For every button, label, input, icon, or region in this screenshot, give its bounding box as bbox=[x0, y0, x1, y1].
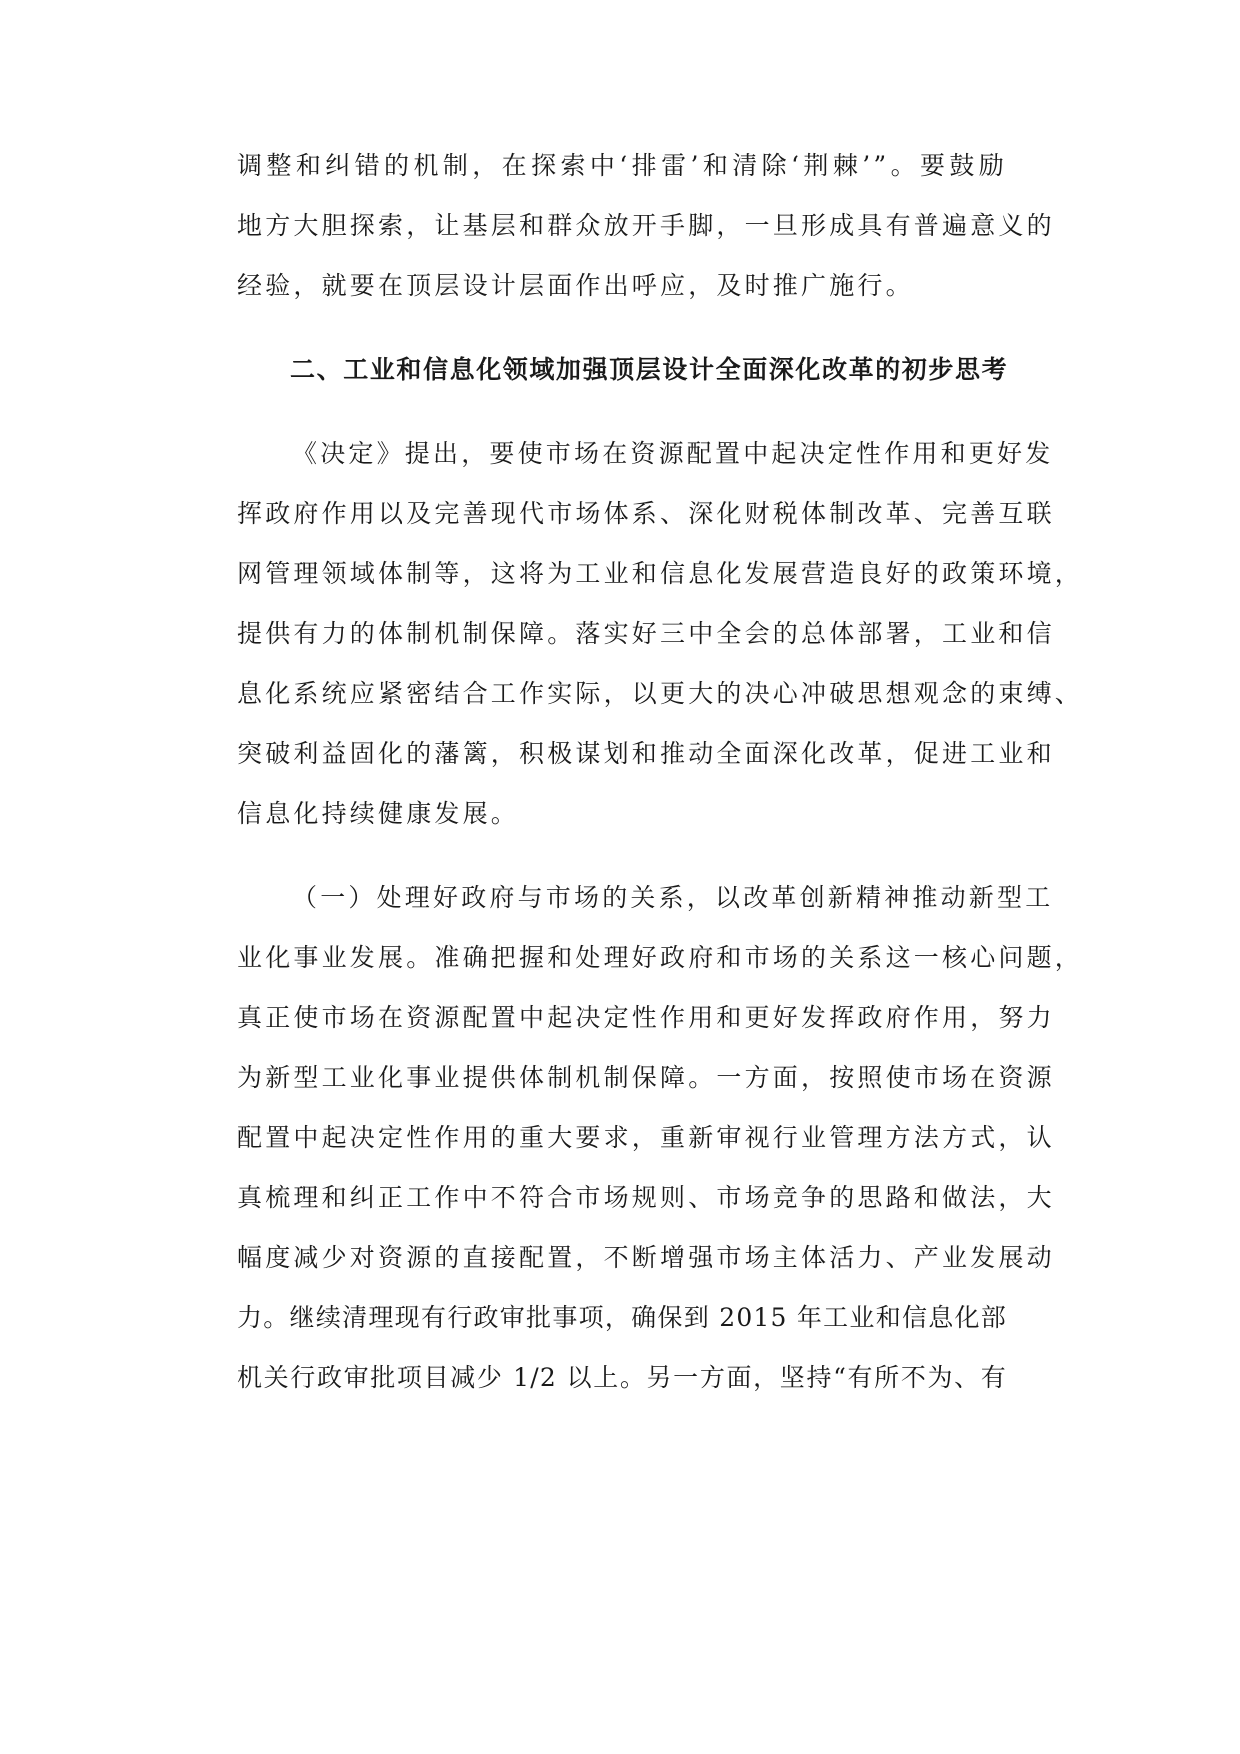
paragraph-line: 幅度减少对资源的直接配置，不断增强市场主体活力、产业发展动 bbox=[237, 1243, 1055, 1272]
paragraph-line: 机关行政审批项目减少 1/2 以上。另一方面，坚持“有所不为、有 bbox=[237, 1363, 1007, 1392]
paragraph-line: 经验，就要在顶层设计层面作出呼应，及时推广施行。 bbox=[237, 271, 914, 300]
paragraph-line: （一）处理好政府与市场的关系，以改革创新精神推动新型工 bbox=[292, 883, 1054, 912]
section-heading: 二、工业和信息化领域加强顶层设计全面深化改革的初步思考 bbox=[290, 355, 1009, 384]
paragraph-line: 为新型工业化事业提供体制机制保障。一方面，按照使市场在资源 bbox=[237, 1063, 1055, 1092]
paragraph-line: 信息化持续健康发展。 bbox=[237, 799, 520, 828]
paragraph-line: 调整和纠错的机制，在探索中‘排雷’和清除‘荆棘’”。要鼓励 bbox=[237, 151, 1007, 180]
paragraph-line: 突破利益固化的藩篱，积极谋划和推动全面深化改革，促进工业和 bbox=[237, 739, 1055, 768]
paragraph-line: 提供有力的体制机制保障。落实好三中全会的总体部署，工业和信 bbox=[237, 619, 1055, 648]
paragraph-line: 网管理领域体制等，这将为工业和信息化发展营造良好的政策环境， bbox=[237, 559, 1084, 588]
paragraph-line: 息化系统应紧密结合工作实际，以更大的决心冲破思想观念的束缚、 bbox=[237, 679, 1084, 708]
paragraph-line: 配置中起决定性作用的重大要求，重新审视行业管理方法方式，认 bbox=[237, 1123, 1055, 1152]
paragraph-line: 力。继续清理现有行政审批事项，确保到 2015 年工业和信息化部 bbox=[237, 1303, 1007, 1332]
paragraph-line: 真梳理和纠正工作中不符合市场规则、市场竞争的思路和做法，大 bbox=[237, 1183, 1055, 1212]
paragraph-line: 业化事业发展。准确把握和处理好政府和市场的关系这一核心问题， bbox=[237, 943, 1084, 972]
paragraph-line: 地方大胆探索，让基层和群众放开手脚，一旦形成具有普遍意义的 bbox=[237, 211, 1055, 240]
paragraph-line: 真正使市场在资源配置中起决定性作用和更好发挥政府作用，努力 bbox=[237, 1003, 1055, 1032]
paragraph-line: 《决定》提出，要使市场在资源配置中起决定性作用和更好发 bbox=[292, 439, 1054, 468]
paragraph-line: 挥政府作用以及完善现代市场体系、深化财税体制改革、完善互联 bbox=[237, 499, 1055, 528]
